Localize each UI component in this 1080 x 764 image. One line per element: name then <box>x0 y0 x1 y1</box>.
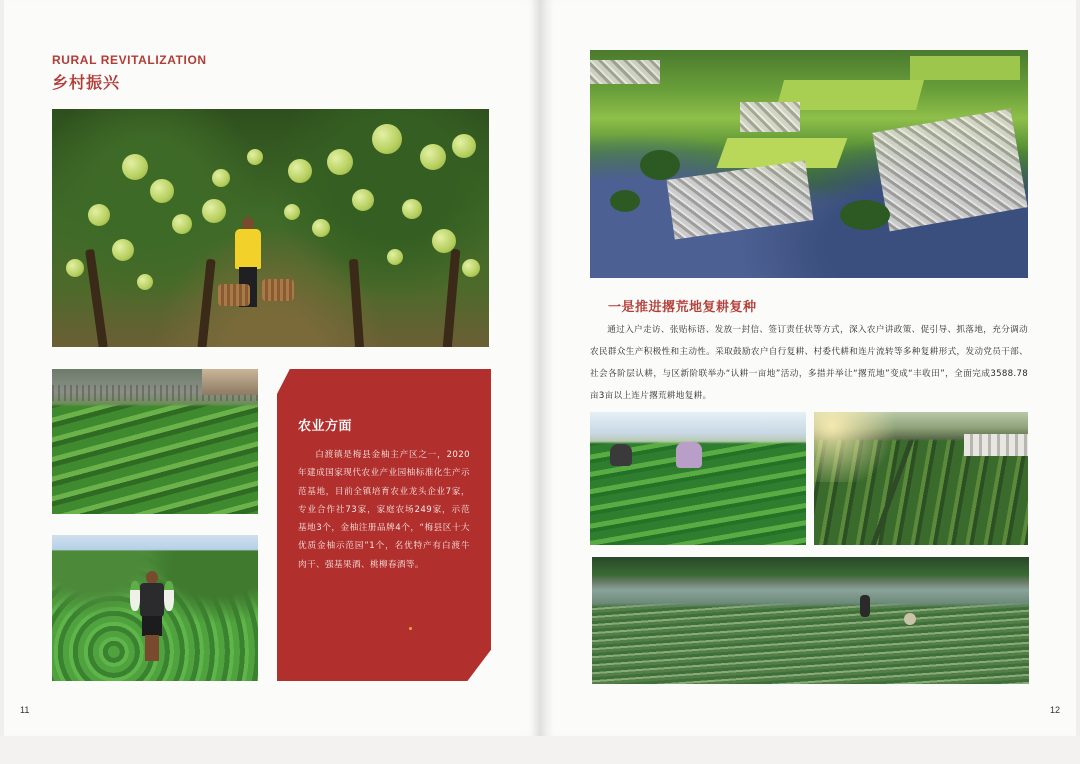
scan-bottom-margin <box>0 736 1080 764</box>
village-aerial-photo <box>590 50 1028 278</box>
book-fold-shadow <box>530 0 554 736</box>
vegetable-farmer-photo <box>52 535 258 681</box>
section-title-zh: 乡村振兴 <box>52 73 121 92</box>
rice-paddy-photo <box>592 557 1029 684</box>
pomelo-orchard-photo <box>52 109 489 347</box>
recultivation-body: 通过入户走访、张贴标语、发放一封信、签订责任状等方式，深入农户讲政策、促引导、抓落地，充分调动农民群众生产积极性和主动性。采取鼓励农户自行复耕、村委代耕和连片流转等多种复耕形式，发动党员干部、社会各阶层认耕，与区新阶联举办“认耕一亩地”活动，多措并举让“撂荒地”变成“丰收田”，全面完成3588.78亩3亩以上连片撂荒耕地复耕。 <box>590 325 1028 401</box>
agriculture-info-content <box>277 369 491 681</box>
lettuce-field-photo <box>52 369 258 514</box>
crop-field-workers-photo <box>590 412 806 545</box>
agriculture-title: 农业方面 <box>298 419 353 434</box>
page-number-left: 11 <box>20 705 30 715</box>
decorative-dot <box>409 627 412 630</box>
recultivation-heading: 一是推进撂荒地复耕复种 <box>608 300 757 315</box>
terraced-farmland-photo <box>814 412 1028 545</box>
agriculture-body: 白渡镇是梅县金柚主产区之一，2020年建成国家现代农业产业园柚标准化生产示范基地，目前全镇培育农业龙头企业7家，专业合作社73家，家庭农场249家，示范基地3个，金柚注册品牌4个，“梅县区十大优质金柚示范园”1个，名优特产有白渡牛肉干、强基果酒、桃柳春酒等。 <box>298 450 470 570</box>
section-title-en: RURAL REVITALIZATION <box>52 53 207 67</box>
page-number-right: 12 <box>1050 705 1061 715</box>
